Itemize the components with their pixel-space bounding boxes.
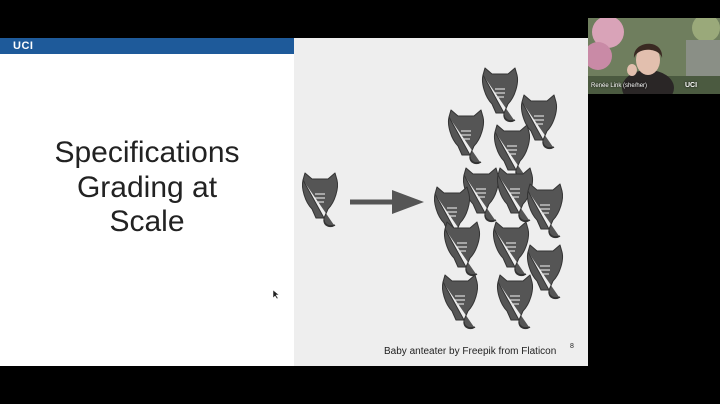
webcam-uci-logo: UCI	[685, 82, 698, 89]
participant-name-label: Renée Link (she/her)	[591, 83, 648, 89]
slide-title-line-2: Grading at	[76, 170, 218, 204]
image-credit: Baby anteater by Freepik from Flaticon	[384, 346, 557, 357]
slide-title-line-3: Scale	[109, 205, 185, 238]
slide-number: 8	[570, 343, 574, 350]
mouse-cursor-icon	[273, 290, 281, 300]
participant-video[interactable]	[588, 18, 720, 94]
slide-title-line-1: Specifications	[54, 136, 240, 169]
slide-title	[0, 136, 294, 240]
uci-header-bar	[0, 38, 294, 54]
uci-logo: UCI	[13, 40, 34, 52]
presentation-slide	[0, 38, 588, 366]
illustration-panel	[294, 38, 588, 366]
